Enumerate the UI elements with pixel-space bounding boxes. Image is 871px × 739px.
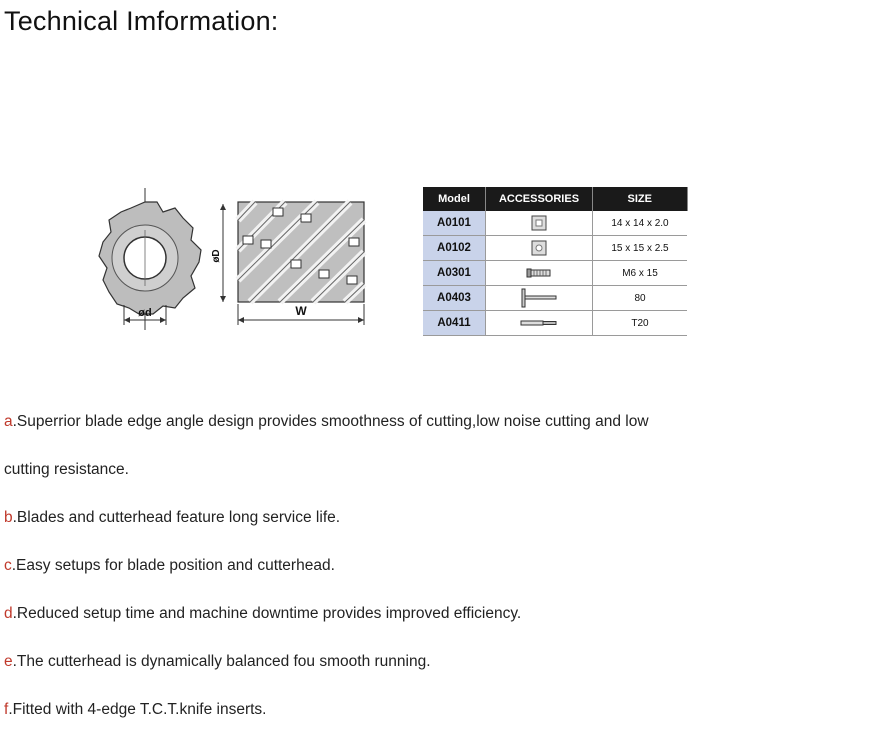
feature-text: .Blades and cutterhead feature long service life. <box>12 509 341 526</box>
feature-text: .Reduced setup time and machine downtime provides improved efficiency. <box>12 605 522 622</box>
feature-a-continued <box>4 461 129 479</box>
table-row <box>423 261 687 286</box>
accessory-cell <box>486 261 593 286</box>
outer-diameter-label: øD <box>211 249 222 263</box>
feature-letter: b <box>4 509 13 526</box>
feature-letter: c <box>4 557 12 574</box>
feature-letter: f <box>4 701 9 718</box>
model-cell: A0101 <box>423 211 486 236</box>
size-cell: 15 x 15 x 2.5 <box>593 236 688 261</box>
cutterhead-end-view <box>99 188 201 330</box>
table-row <box>423 211 687 236</box>
accessory-cell <box>486 286 593 311</box>
model-cell: A0301 <box>423 261 486 286</box>
accessories-table <box>423 187 688 336</box>
feature-f <box>4 701 266 719</box>
table-row <box>423 286 687 311</box>
feature-text: .Fitted with 4-edge T.C.T.knife inserts. <box>8 701 267 718</box>
feature-letter: e <box>4 653 13 670</box>
size-cell: 14 x 14 x 2.0 <box>593 211 688 236</box>
table-row <box>423 236 687 261</box>
header-accessories: ACCESSORIES <box>486 187 593 211</box>
cutterhead-side-view <box>211 202 364 325</box>
feature-letter: d <box>4 605 13 622</box>
page-title: Technical Imformation: <box>4 6 279 36</box>
model-cell: A0102 <box>423 236 486 261</box>
screwdriver-bit-icon <box>520 319 558 327</box>
feature-text: .The cutterhead is dynamically balanced fou smooth running. <box>12 653 431 670</box>
width-label: W <box>295 304 307 318</box>
model-cell: A0403 <box>423 286 486 311</box>
size-cell: 80 <box>593 286 688 311</box>
header-size: SIZE <box>593 187 688 211</box>
feature-c <box>4 557 335 575</box>
size-cell: M6 x 15 <box>593 261 688 286</box>
square-insert-icon <box>531 215 547 231</box>
square-insert-icon <box>531 240 547 256</box>
accessory-cell <box>486 311 593 336</box>
accessory-cell <box>486 236 593 261</box>
cutterhead-drawing <box>95 180 385 340</box>
feature-text: .Easy setups for blade position and cutterhead. <box>11 557 335 574</box>
size-cell: T20 <box>593 311 688 336</box>
feature-d <box>4 605 521 623</box>
t-wrench-icon <box>520 288 558 308</box>
feature-letter: a <box>4 413 13 430</box>
table-row <box>423 311 687 336</box>
table-header-row <box>423 187 687 211</box>
header-model: Model <box>423 187 486 211</box>
feature-a <box>4 413 649 431</box>
model-cell: A0411 <box>423 311 486 336</box>
bore-diameter-label: ød <box>138 307 152 319</box>
feature-text: cutting resistance. <box>4 461 129 478</box>
feature-text: .Superrior blade edge angle design provides smoothness of cutting,low noise cutting and low <box>12 413 649 430</box>
accessory-cell <box>486 211 593 236</box>
technical-figure <box>95 180 735 340</box>
feature-b <box>4 509 340 527</box>
feature-e <box>4 653 431 671</box>
screw-icon <box>526 267 552 279</box>
